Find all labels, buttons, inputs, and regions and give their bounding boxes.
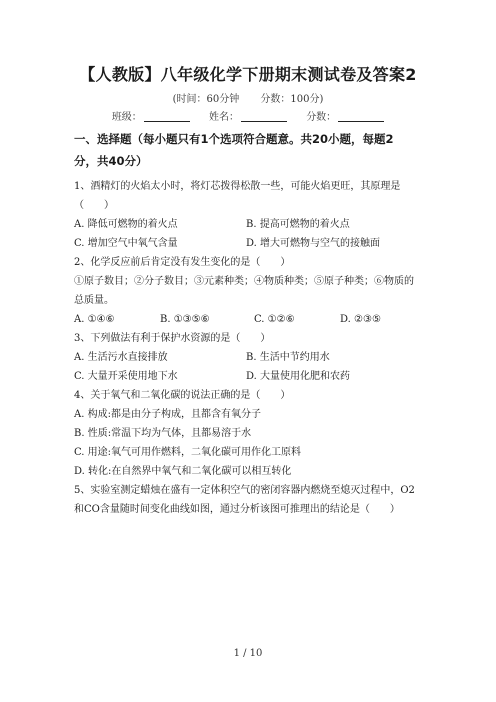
name-blank[interactable] [241, 110, 287, 122]
q1-option-b: B. 提高可燃物的着火点 [246, 219, 350, 230]
q4-option-a: A. 构成:都是由分子构成，且都含有氧分子 [74, 409, 261, 420]
score-field [306, 108, 384, 123]
score-label: 分数： [306, 112, 337, 123]
q3-option-d: D. 大量使用化肥和农药 [246, 371, 351, 382]
section-heading-line1: 一、选择题（每小题只有1个选项符合题意。共20小题，每题2 [74, 132, 394, 146]
q1-paren: （ ） [74, 200, 114, 211]
section-heading [74, 128, 424, 172]
document-title: 【人教版】八年级化学下册期末测试卷及答案2 [79, 65, 417, 84]
q2-option-a: A. ①④⑥ [74, 314, 115, 325]
page-number: 1 / 10 [233, 648, 263, 659]
score-blank[interactable] [338, 110, 384, 122]
q4-option-c: C. 用途:氧气可用作燃料，二氧化碳可用作化工原料 [74, 447, 302, 458]
q4-option-d: D. 转化:在自然界中氧气和二氧化碳可以相互转化 [74, 466, 292, 477]
q2-detail-line1: ①原子数目；②分子数目；③元素种类；④物质种类；⑤原子种类；⑥物质的 [74, 276, 414, 287]
q1-option-c: C. 增加空气中氧气含量 [74, 238, 178, 249]
student-info-line [0, 108, 496, 123]
q5-stem-line2: 和CO含量随时间变化曲线如图，通过分析该图可推理出的结论是（ ） [74, 504, 400, 515]
class-blank[interactable] [144, 110, 190, 122]
q2-option-c: C. ①②⑥ [254, 314, 295, 325]
name-label: 姓名： [209, 112, 239, 123]
name-field [209, 108, 287, 123]
q2-stem: 2、化学反应前后肯定没有发生变化的是（ ） [74, 257, 291, 268]
q4-stem: 4、关于氧气和二氧化碳的说法正确的是（ ） [74, 390, 291, 401]
q3-option-c: C. 大量开采使用地下水 [74, 371, 178, 382]
q1-stem: 1、酒精灯的火焰太小时，将灯芯拨得松散一些，可能火焰更旺，其原理是 [74, 181, 401, 192]
exam-total-score: 分数：100分) [260, 94, 324, 105]
q3-option-b: B. 生活中节约用水 [246, 352, 330, 363]
q1-option-d: D. 增大可燃物与空气的接触面 [246, 238, 381, 249]
q2-detail-line2: 总质量。 [74, 295, 114, 306]
q2-option-b: B. ①③⑤⑥ [160, 314, 210, 325]
q1-option-a: A. 降低可燃物的着火点 [74, 219, 178, 230]
q4-option-b: B. 性质:常温下均为气体，且都易溶于水 [74, 428, 252, 439]
q2-option-d: D. ②③⑤ [340, 314, 381, 325]
exam-time: (时间：60分钟 [172, 94, 240, 105]
q3-option-a: A. 生活污水直接排放 [74, 352, 168, 363]
section-heading-line2: 分，共40分） [74, 154, 148, 168]
class-field [112, 108, 190, 123]
class-label: 班级： [111, 112, 142, 123]
q5-stem-line1: 5、实验室测定蜡烛在盛有一定体积空气的密闭容器内燃烧至熄灭过程中，O2 [74, 485, 415, 496]
q3-stem: 3、下列做法有利于保护水资源的是（ ） [74, 333, 271, 344]
exam-info [0, 90, 496, 105]
